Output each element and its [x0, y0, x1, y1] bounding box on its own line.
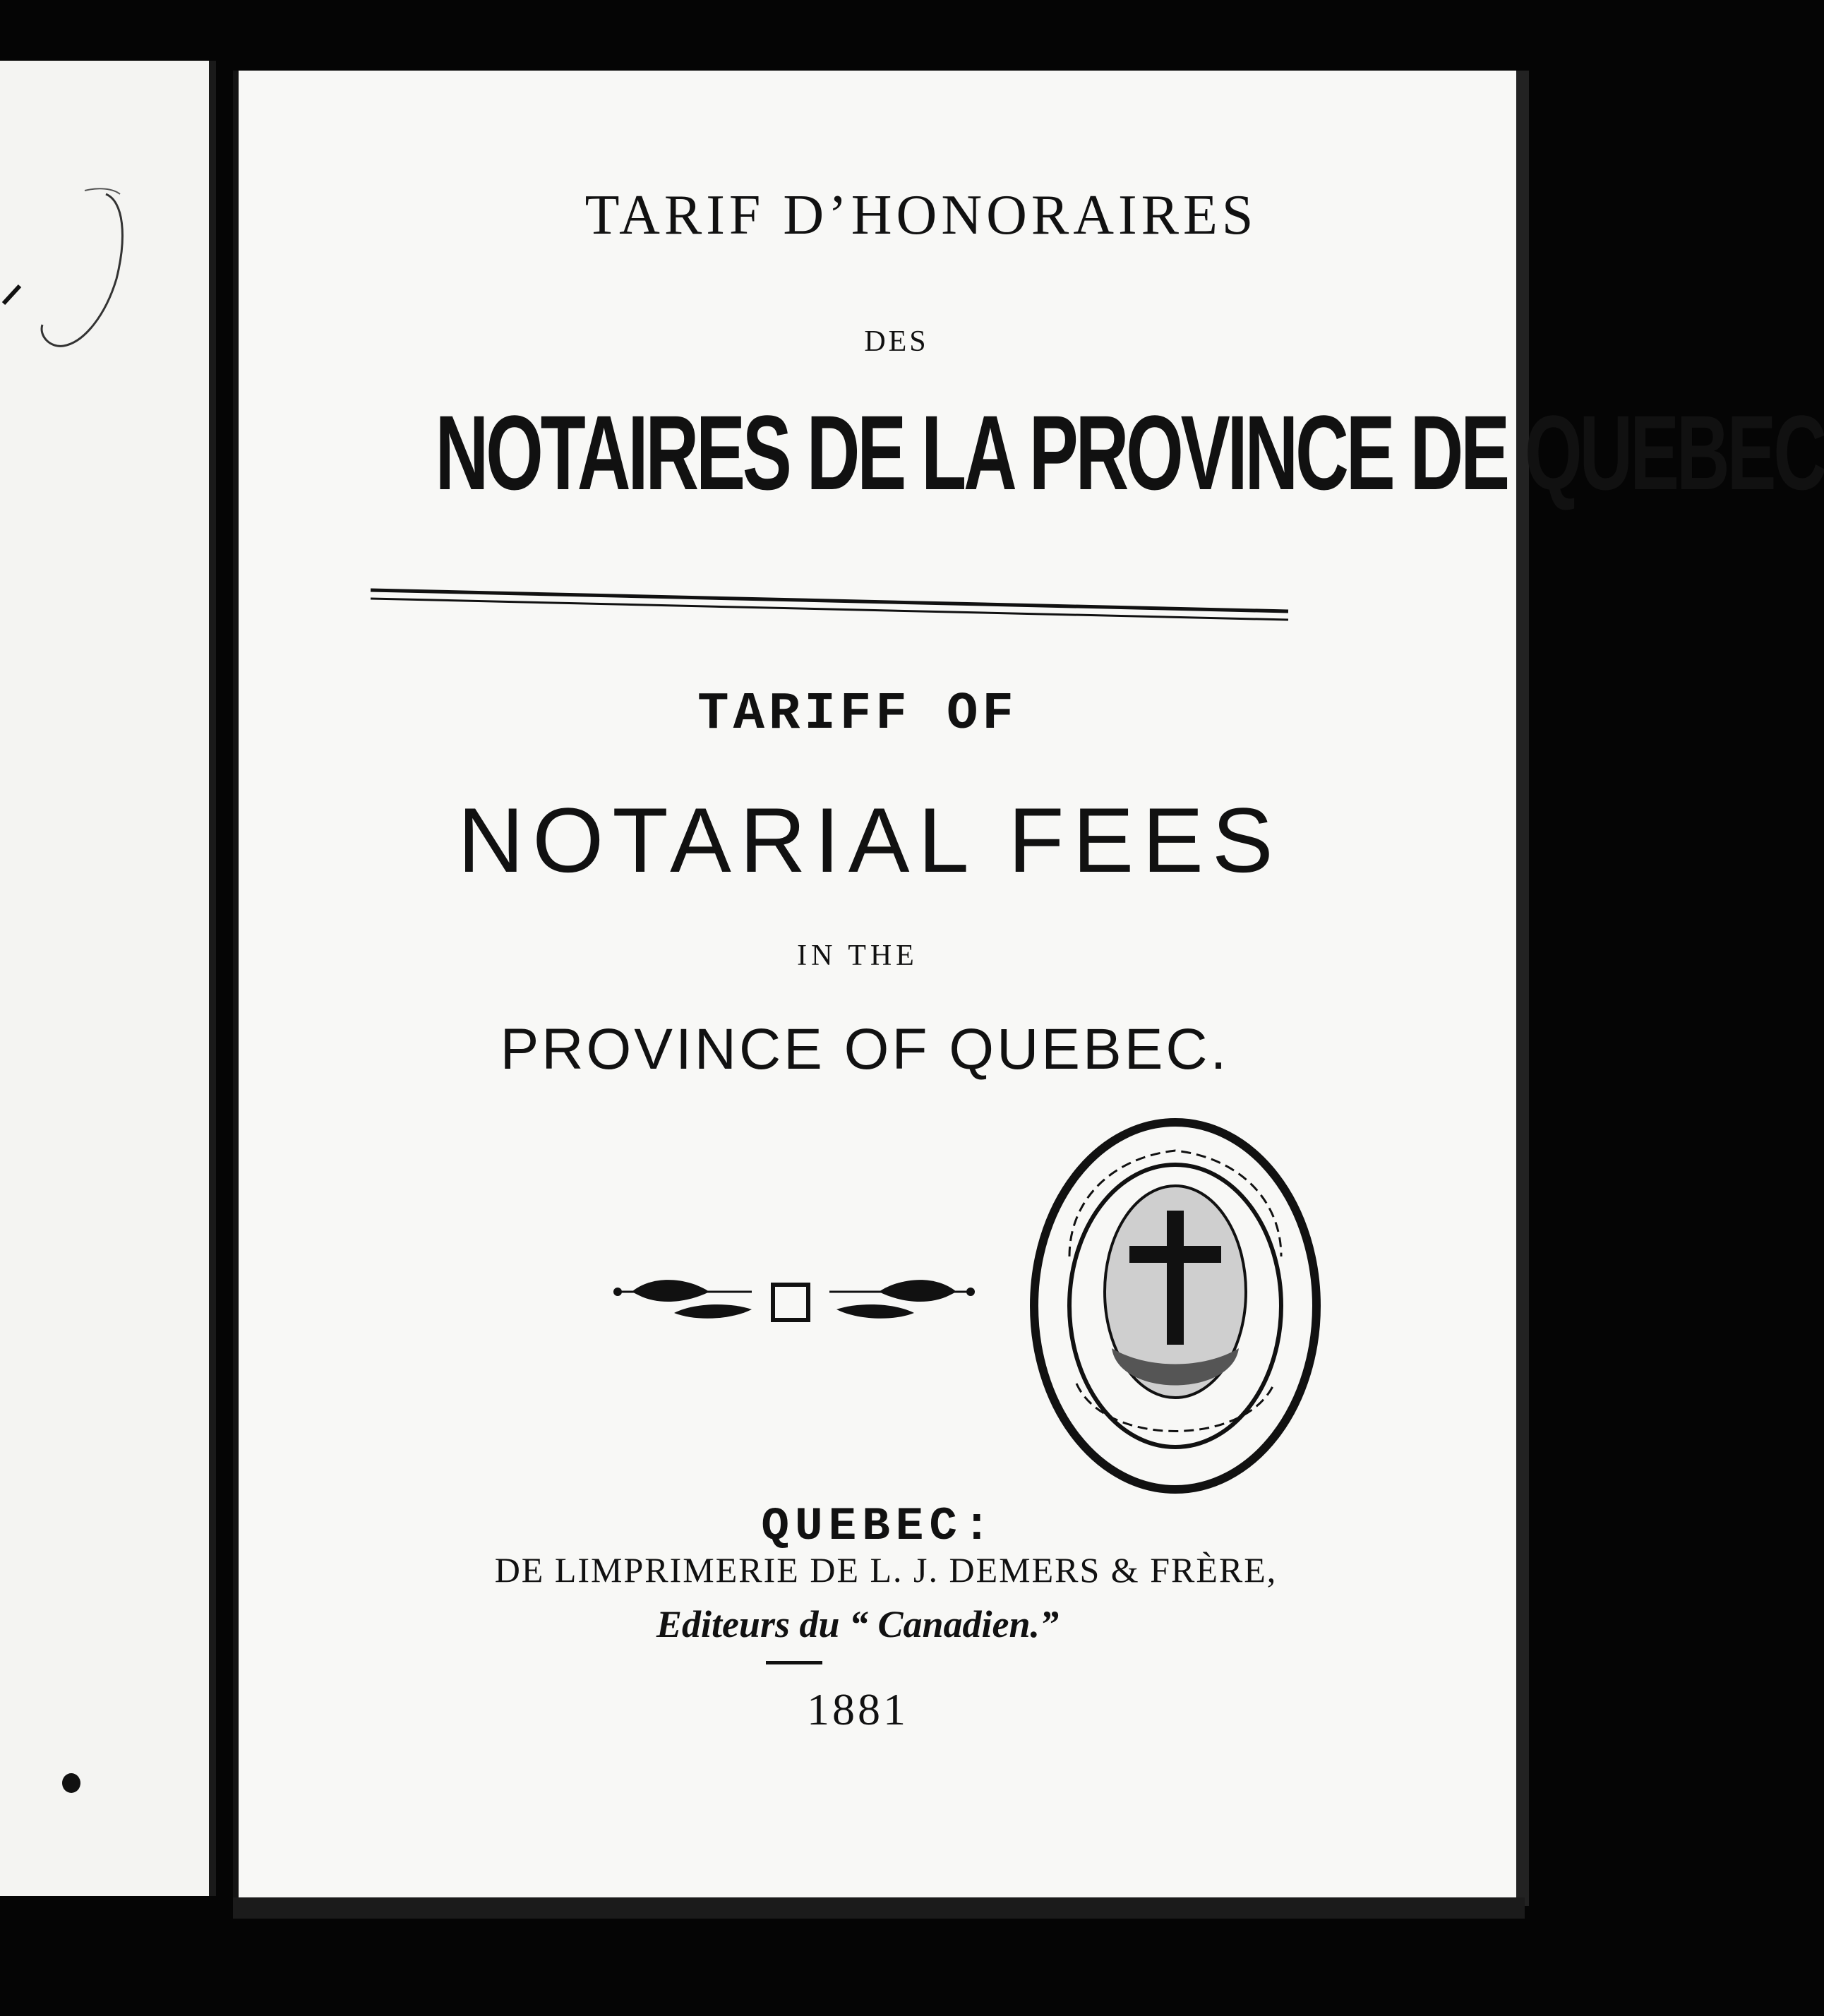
- double-rule: [371, 586, 1288, 642]
- english-title-line-1: TARIFF OF: [697, 685, 1018, 744]
- english-title-line-3: IN THE: [797, 940, 918, 972]
- imprint-printer: DE LIMPRIMERIE DE L. J. DEMERS & FRÈRE,: [494, 1550, 1278, 1590]
- pencil-scribble: [0, 180, 141, 364]
- imprint-year: 1881: [807, 1684, 908, 1734]
- page-gutter: [209, 61, 216, 1896]
- ornament-scroll: [611, 1264, 978, 1334]
- short-rule: [766, 1661, 822, 1664]
- english-title-line-4: PROVINCE OF QUEBEC.: [500, 1017, 1230, 1081]
- ink-dot: [62, 1773, 80, 1793]
- page-edge-shadow: [233, 1897, 1525, 1919]
- french-title-line-2: DES: [864, 325, 929, 358]
- french-title-main: NOTAIRES DE LA PROVINCE DE QUEBEC: [435, 393, 1824, 512]
- library-stamp: [1027, 1115, 1324, 1496]
- english-title-main: NOTARIAL FEES: [457, 788, 1282, 892]
- imprint-city: QUEBEC:: [761, 1500, 997, 1553]
- french-title-line-1: TARIF D’HONORAIRES: [584, 184, 1258, 246]
- imprint-editors: Editeurs du “ Canadien.”: [656, 1603, 1060, 1645]
